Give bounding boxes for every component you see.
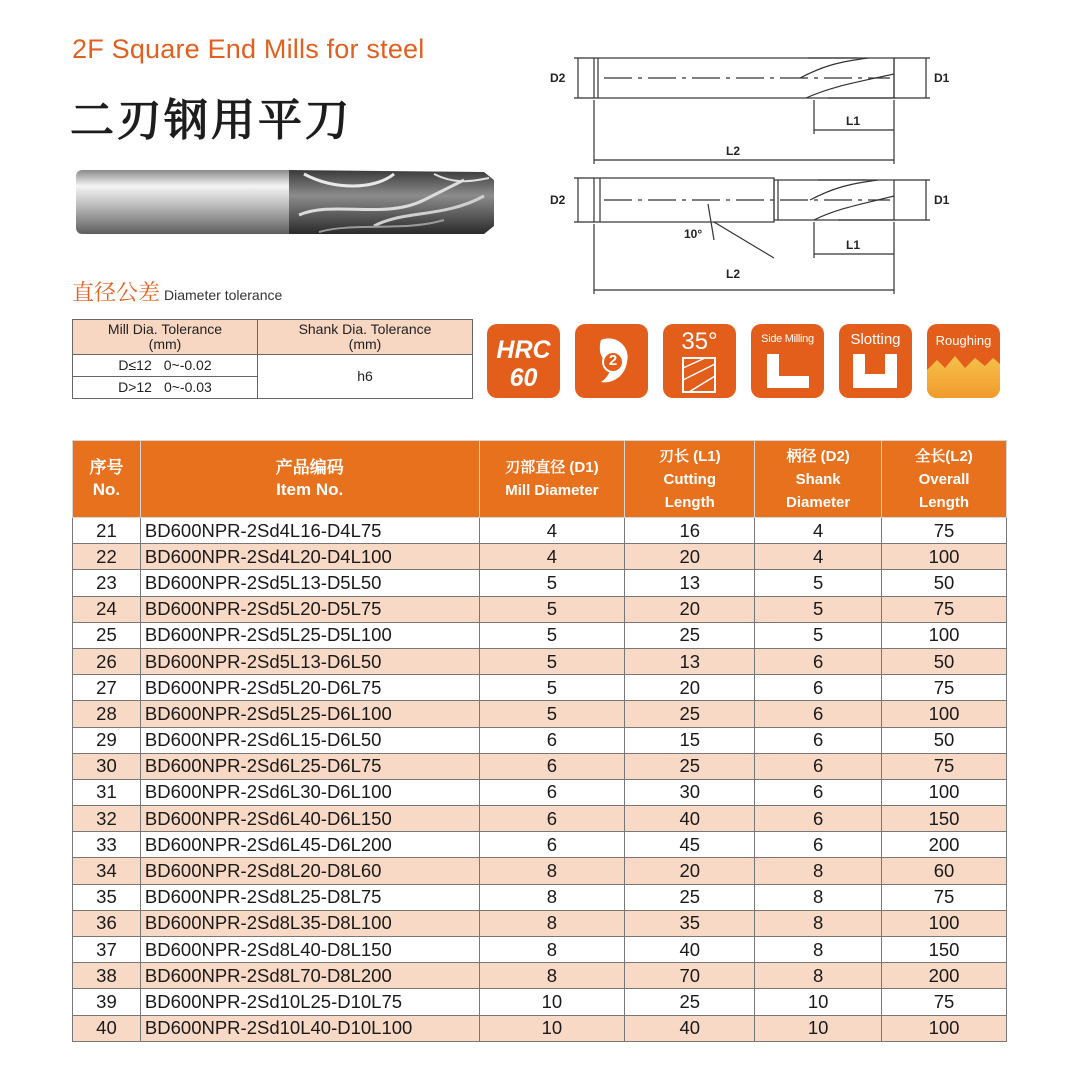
table-body [73,518,1007,1042]
cell-l1: 15 [625,727,755,753]
drawing-bottom [574,178,930,294]
cell-no: 26 [73,648,141,674]
cell-l1: 25 [625,884,755,910]
cell-l1: 25 [625,989,755,1015]
header-no-en: No. [92,480,121,499]
shank-tol-header-text: Shank Dia. Tolerance [298,321,432,337]
cell-d2: 6 [755,675,882,701]
table-row [73,675,1007,701]
table-row [73,727,1007,753]
cell-item: BD600NPR-2Sd4L16-D4L75 [140,518,479,544]
cell-l2: 200 [882,963,1007,989]
cell-no: 36 [73,910,141,936]
cell-no: 29 [73,727,141,753]
cell-d2: 6 [755,753,882,779]
table-row [73,963,1007,989]
tolerance-table [72,319,473,399]
table-row [73,753,1007,779]
cell-d1: 6 [479,727,625,753]
cell-no: 22 [73,544,141,570]
cell-d1: 8 [479,963,625,989]
badge-helix-angle [663,324,736,398]
cell-d1: 4 [479,518,625,544]
label-l2-bottom: L2 [726,267,741,281]
end-mill-product-image [74,160,514,250]
header-no [73,441,141,518]
helix-angle-value: 35° [681,328,718,355]
table-row [73,544,1007,570]
cell-no: 35 [73,884,141,910]
cell-item: BD600NPR-2Sd8L20-D8L60 [140,858,479,884]
cell-item: BD600NPR-2Sd8L25-D8L75 [140,884,479,910]
cell-no: 27 [73,675,141,701]
cell-d1: 8 [479,884,625,910]
cell-l2: 100 [882,910,1007,936]
cell-item: BD600NPR-2Sd5L13-D6L50 [140,648,479,674]
cell-d2: 6 [755,779,882,805]
cell-item: BD600NPR-2Sd5L13-D5L50 [140,570,479,596]
cell-l1: 30 [625,779,755,805]
header-l1-en1: Cutting [663,470,717,488]
cell-d2: 8 [755,910,882,936]
header-d2 [755,441,882,518]
feature-badges [487,324,1001,400]
hrc-value: 60 [509,364,538,392]
cell-item: BD600NPR-2Sd10L40-D10L100 [140,1015,479,1041]
mill-tol-header-unit: (mm) [148,336,182,352]
cell-l2: 200 [882,832,1007,858]
header-d2-cn: 柄径 (D2) [786,447,850,465]
flute-count: 2 [608,352,618,369]
tolerance-header-mill [73,320,258,355]
table-row [73,937,1007,963]
cell-l2: 150 [882,937,1007,963]
shank-tolerance-value: h6 [257,355,472,399]
cell-l2: 60 [882,858,1007,884]
cell-d1: 8 [479,858,625,884]
cell-l2: 75 [882,596,1007,622]
label-l2-top: L2 [726,144,741,158]
cell-l2: 75 [882,675,1007,701]
tol-range: D≤12 [118,357,152,373]
side-milling-label: Side Milling [761,333,814,345]
cell-item: BD600NPR-2Sd6L15-D6L50 [140,727,479,753]
cell-d2: 10 [755,989,882,1015]
header-l1-cn: 刃长 (L1) [658,447,721,465]
header-item-en: Item No. [276,480,344,499]
cell-l1: 20 [625,675,755,701]
header-d2-en2: Diameter [786,493,851,511]
helix-icon [663,324,736,398]
cell-item: BD600NPR-2Sd5L20-D5L75 [140,596,479,622]
badge-hrc [487,324,560,398]
cell-d1: 6 [479,806,625,832]
table-row [73,806,1007,832]
cell-l1: 25 [625,753,755,779]
cell-no: 28 [73,701,141,727]
cell-d1: 5 [479,675,625,701]
cell-item: BD600NPR-2Sd6L30-D6L100 [140,779,479,805]
table-row [73,701,1007,727]
label-l1-bottom: L1 [846,238,861,252]
cell-l2: 50 [882,570,1007,596]
title-english: 2F Square End Mills for steel [72,34,425,64]
tolerance-title-en: Diameter tolerance [164,287,283,303]
table-row [73,832,1007,858]
cell-d2: 5 [755,622,882,648]
tolerance-title-cn: 直径公差 [72,281,161,306]
cell-d2: 6 [755,648,882,674]
roughing-label: Roughing [935,333,992,348]
cell-l1: 40 [625,937,755,963]
diameter-tolerance-heading [72,276,282,307]
slotting-icon [839,324,912,398]
header-l2-en1: Overall [918,470,970,488]
cell-l2: 100 [882,779,1007,805]
table-row [73,858,1007,884]
table-row [73,570,1007,596]
header-l2-cn: 全长(L2) [915,447,973,465]
tol-value: 0~-0.02 [163,357,212,373]
cell-l2: 75 [882,884,1007,910]
cell-d2: 4 [755,518,882,544]
cell-no: 25 [73,622,141,648]
cell-item: BD600NPR-2Sd4L20-D4L100 [140,544,479,570]
cell-d1: 10 [479,1015,625,1041]
header-d1 [479,441,625,518]
cell-l1: 35 [625,910,755,936]
badge-side-milling [751,324,824,398]
cell-item: BD600NPR-2Sd8L35-D8L100 [140,910,479,936]
tolerance-row-2 [73,377,258,399]
cell-l2: 100 [882,701,1007,727]
cell-no: 30 [73,753,141,779]
table-row [73,518,1007,544]
cell-l2: 75 [882,989,1007,1015]
cell-item: BD600NPR-2Sd6L45-D6L200 [140,832,479,858]
cell-d1: 10 [479,989,625,1015]
cell-no: 34 [73,858,141,884]
cell-d2: 8 [755,884,882,910]
cell-l2: 75 [882,753,1007,779]
cell-no: 23 [73,570,141,596]
table-row [73,989,1007,1015]
header-d1-cn: 刃部直径 (D1) [505,459,599,476]
badge-roughing [927,324,1000,398]
cell-item: BD600NPR-2Sd5L25-D5L100 [140,622,479,648]
cell-l1: 13 [625,570,755,596]
table-row [73,622,1007,648]
shank-tol-header-unit: (mm) [348,336,382,352]
header-d1-en: Mill Diameter [505,482,599,499]
header-l1 [625,441,755,518]
cell-item: BD600NPR-2Sd6L40-D6L150 [140,806,479,832]
badge-slotting [839,324,912,398]
label-d2-bottom: D2 [550,193,566,207]
header-d2-en1: Shank [795,470,841,488]
hrc-label: HRC [496,336,551,364]
slotting-label: Slotting [850,331,901,348]
cell-item: BD600NPR-2Sd5L25-D6L100 [140,701,479,727]
cell-l1: 13 [625,648,755,674]
header-l2-en2: Length [919,493,970,511]
table-row [73,648,1007,674]
tolerance-header-shank [257,320,472,355]
cell-d1: 5 [479,622,625,648]
cell-d2: 6 [755,727,882,753]
cell-l1: 70 [625,963,755,989]
cell-l2: 50 [882,648,1007,674]
cell-l2: 100 [882,544,1007,570]
header-l1-en2: Length [664,493,715,511]
cell-l1: 25 [625,701,755,727]
cell-no: 32 [73,806,141,832]
cell-no: 40 [73,1015,141,1041]
table-header-row [73,441,1007,518]
cell-item: BD600NPR-2Sd8L70-D8L200 [140,963,479,989]
label-l1-top: L1 [846,114,861,128]
cell-item: BD600NPR-2Sd8L40-D8L150 [140,937,479,963]
header-item-cn: 产品编码 [275,458,344,477]
label-d1-top: D1 [934,71,950,85]
product-table [72,440,1007,1042]
cell-d1: 5 [479,648,625,674]
cell-l1: 45 [625,832,755,858]
cell-d1: 4 [479,544,625,570]
cell-d1: 6 [479,832,625,858]
cell-l1: 40 [625,1015,755,1041]
cell-l1: 16 [625,518,755,544]
cell-l1: 40 [625,806,755,832]
cell-d1: 5 [479,701,625,727]
cell-no: 33 [73,832,141,858]
cell-l2: 100 [882,622,1007,648]
cell-d2: 5 [755,570,882,596]
title-chinese: 二刃钢用平刀 [70,95,352,146]
cell-no: 39 [73,989,141,1015]
cell-l2: 150 [882,806,1007,832]
tolerance-row-1 [73,355,258,377]
cell-d1: 6 [479,753,625,779]
label-angle: 10° [684,227,703,241]
label-d2-top: D2 [550,71,566,85]
technical-drawing [538,44,980,304]
table-row [73,779,1007,805]
cell-item: BD600NPR-2Sd5L20-D6L75 [140,675,479,701]
cell-d2: 6 [755,701,882,727]
cell-l2: 75 [882,518,1007,544]
cell-l2: 100 [882,1015,1007,1041]
tol-value: 0~-0.03 [163,379,212,395]
cell-d2: 8 [755,937,882,963]
cell-d2: 6 [755,806,882,832]
tol-range: D>12 [118,379,152,395]
header-no-cn: 序号 [89,458,124,477]
cell-d2: 8 [755,963,882,989]
cell-d1: 5 [479,596,625,622]
drawing-top [574,58,930,164]
table-row [73,1015,1007,1041]
cell-d2: 8 [755,858,882,884]
cell-l1: 25 [625,622,755,648]
side-milling-icon [751,324,824,398]
cell-no: 24 [73,596,141,622]
table-row [73,884,1007,910]
table-row [73,596,1007,622]
cell-d1: 8 [479,937,625,963]
cell-no: 31 [73,779,141,805]
cell-l2: 50 [882,727,1007,753]
cell-l1: 20 [625,858,755,884]
mill-tol-header-text: Mill Dia. Tolerance [107,321,223,337]
label-d1-bottom: D1 [934,193,950,207]
cell-d2: 4 [755,544,882,570]
cell-no: 38 [73,963,141,989]
cell-d2: 10 [755,1015,882,1041]
badge-flutes [575,324,648,398]
cell-d1: 5 [479,570,625,596]
cell-d2: 5 [755,596,882,622]
header-item [140,441,479,518]
cell-l1: 20 [625,544,755,570]
roughing-icon [927,324,1000,398]
cell-l1: 20 [625,596,755,622]
cell-no: 37 [73,937,141,963]
cell-item: BD600NPR-2Sd10L25-D10L75 [140,989,479,1015]
table-row [73,910,1007,936]
cell-item: BD600NPR-2Sd6L25-D6L75 [140,753,479,779]
cell-no: 21 [73,518,141,544]
header-l2 [882,441,1007,518]
cell-d1: 6 [479,779,625,805]
cell-d1: 8 [479,910,625,936]
cell-d2: 6 [755,832,882,858]
